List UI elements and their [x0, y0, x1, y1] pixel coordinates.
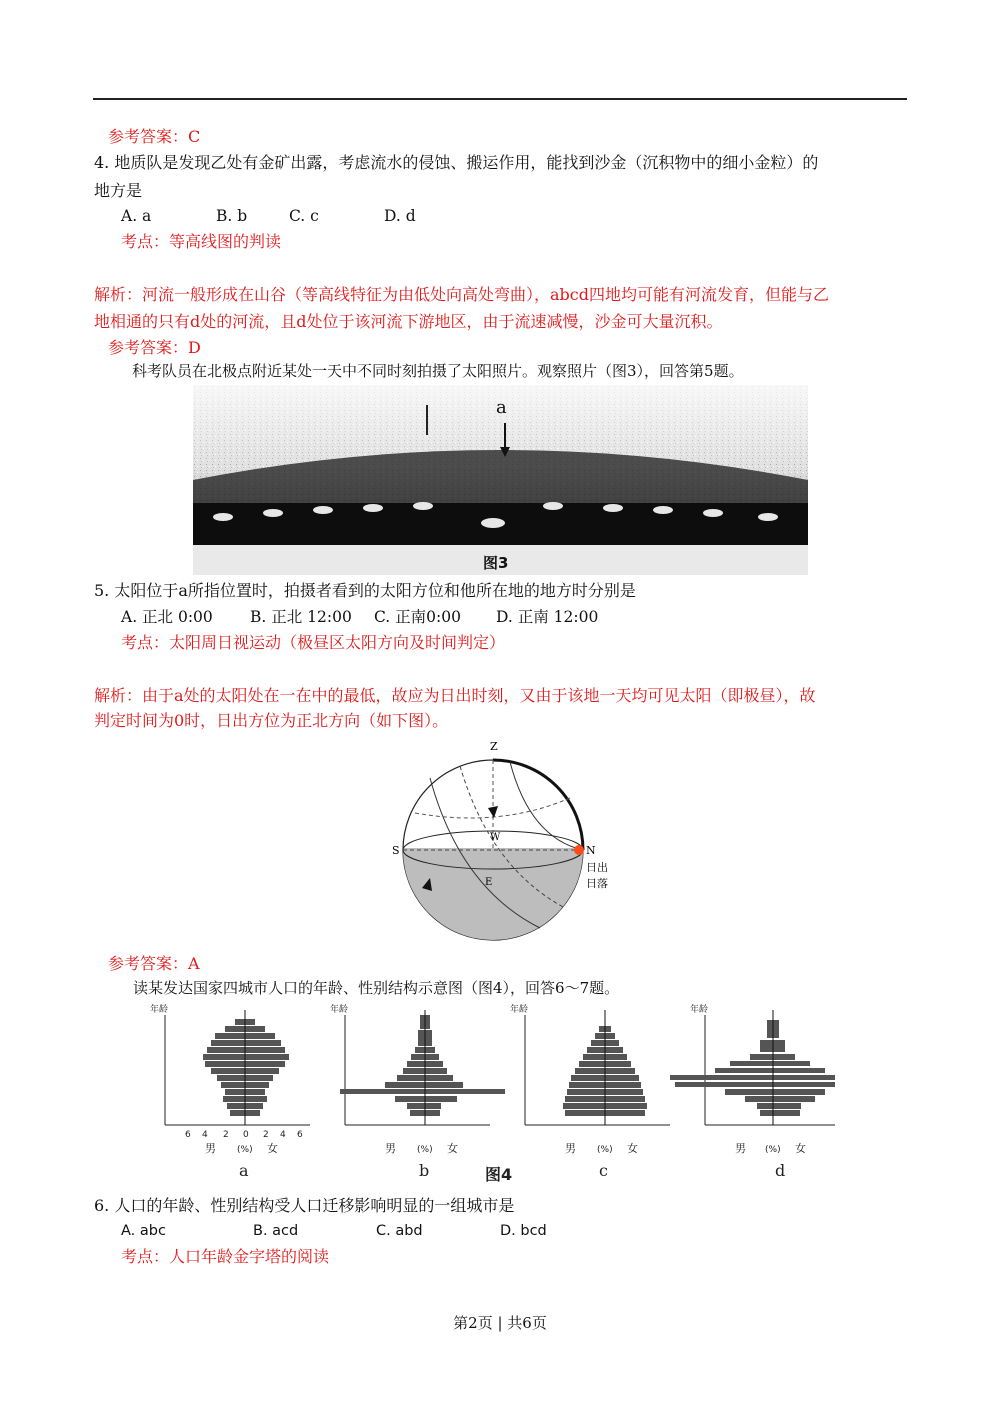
- svg-text:(%): (%): [417, 1145, 433, 1155]
- photo-marker-a: a: [496, 397, 507, 418]
- sphere-label-sunset: 日落: [586, 877, 608, 890]
- q5-analysis-line1: 解析：由于a处的太阳处在一在中的最低，故应为日出时刻，又由于该地一天均可见太阳（即极昼），故: [94, 686, 816, 705]
- figure-3-caption: 图3: [483, 554, 509, 572]
- svg-text:女: 女: [795, 1142, 806, 1155]
- svg-text:年龄: 年龄: [690, 1005, 709, 1015]
- pyramid-b: [330, 1003, 505, 1180]
- q4-analysis-line2: 地相通的只有d处的河流，且d处位于该河流下游地区，由于流速减慢，沙金可大量沉积。: [94, 312, 723, 331]
- pyramid-d: [670, 1003, 835, 1180]
- svg-text:6: 6: [185, 1130, 191, 1140]
- svg-text:4: 4: [280, 1130, 286, 1140]
- q4-analysis-line1: 解析：河流一般形成在山谷（等高线特征为由低处向高处弯曲），abcd四地均可能有河流发育，但能与乙: [94, 285, 829, 304]
- svg-text:0: 0: [243, 1130, 249, 1140]
- svg-text:年龄: 年龄: [150, 1005, 169, 1015]
- sphere-label-w: W: [490, 832, 501, 843]
- q4-question-line2: 地方是: [94, 181, 143, 200]
- pyramid-a-label: a: [239, 1161, 249, 1180]
- svg-text:2: 2: [223, 1130, 229, 1140]
- figure-4-population-pyramids: [145, 1000, 845, 1190]
- pyramid-a: [150, 1003, 310, 1180]
- q5-option-b: B. 正北 12:00: [250, 608, 352, 626]
- q4-options: [121, 206, 416, 226]
- pyramid-b-label: b: [419, 1161, 430, 1180]
- q5-question: 5. 太阳位于a所指位置时，拍摄者看到的太阳方位和他所在地的地方时分别是: [94, 581, 636, 600]
- q6-kaodian: 考点：人口年龄金字塔的阅读: [121, 1247, 330, 1266]
- svg-text:男: 男: [565, 1142, 576, 1155]
- q5-intro: 科考队员在北极点附近某处一天中不同时刻拍摄了太阳照片。观察照片（图3），回答第5题。: [132, 362, 744, 380]
- svg-text:年龄: 年龄: [510, 1005, 529, 1015]
- q5-option-a: A. 正北 0:00: [121, 608, 213, 626]
- svg-text:4: 4: [202, 1130, 208, 1140]
- sphere-label-z: Z: [490, 740, 498, 753]
- svg-text:女: 女: [447, 1142, 458, 1155]
- page-footer: 第2页 | 共6页: [453, 1314, 547, 1332]
- q4-option-d: D. d: [384, 207, 416, 225]
- svg-text:男: 男: [205, 1142, 216, 1155]
- figure-4-caption: 图4: [485, 1165, 513, 1184]
- q5-kaodian: 考点：太阳周日视运动（极昼区太阳方向及时间判定）: [121, 633, 506, 652]
- q4-answer: 参考答案：D: [108, 338, 201, 357]
- svg-text:(%): (%): [765, 1145, 781, 1155]
- sphere-label-sunrise: 日出: [586, 861, 608, 874]
- q5-answer: 参考答案：A: [108, 954, 200, 973]
- svg-text:男: 男: [385, 1142, 396, 1155]
- q4-option-b: B. b: [216, 207, 248, 225]
- q4-question-line1: 4. 地质队是发现乙处有金矿出露，考虑流水的侵蚀、搬运作用，能找到沙金（沉积物中的细小金粒）的: [94, 153, 819, 172]
- q6-options: [121, 1221, 547, 1241]
- q6-option-d: D. bcd: [500, 1223, 547, 1239]
- svg-text:(%): (%): [237, 1145, 253, 1155]
- q6-option-c: C. abd: [376, 1223, 423, 1239]
- q4-kaodian: 考点：等高线图的判读: [121, 232, 282, 251]
- q4-option-a: A. a: [121, 207, 152, 225]
- sphere-label-e: E: [485, 877, 493, 888]
- svg-text:女: 女: [267, 1142, 278, 1155]
- sun-photo-image: [193, 385, 808, 575]
- q5-analysis-line2: 判定时间为0时，日出方位为正北方向（如下图）。: [94, 711, 449, 730]
- q6-option-a: A. abc: [121, 1223, 166, 1239]
- svg-text:(%): (%): [597, 1145, 613, 1155]
- celestial-sphere-diagram: [390, 738, 616, 946]
- pyramid-d-label: d: [775, 1161, 786, 1180]
- header-rule: [93, 98, 907, 100]
- figure-3-sun-photo: [193, 385, 808, 575]
- pyramid-c: [510, 1003, 670, 1180]
- q6-option-b: B. acd: [253, 1223, 299, 1239]
- svg-text:女: 女: [627, 1142, 638, 1155]
- sphere-label-n: N: [586, 844, 596, 857]
- svg-text:2: 2: [263, 1130, 269, 1140]
- q5-options: [121, 607, 598, 627]
- q6-intro: 读某发达国家四城市人口的年龄、性别结构示意图（图4），回答6～7题。: [133, 979, 620, 997]
- pyramid-c-label: c: [599, 1161, 608, 1180]
- q6-question: 6. 人口的年龄、性别结构受人口迁移影响明显的一组城市是: [94, 1196, 515, 1215]
- svg-text:6: 6: [297, 1130, 303, 1140]
- q4-option-c: C. c: [289, 207, 319, 225]
- sphere-label-s: S: [392, 844, 400, 857]
- svg-text:男: 男: [735, 1142, 746, 1155]
- q3-answer: 参考答案：C: [108, 127, 201, 146]
- q5-option-d: D. 正南 12:00: [496, 608, 599, 626]
- q5-option-c: C. 正南0:00: [374, 608, 461, 626]
- svg-text:年龄: 年龄: [330, 1005, 349, 1015]
